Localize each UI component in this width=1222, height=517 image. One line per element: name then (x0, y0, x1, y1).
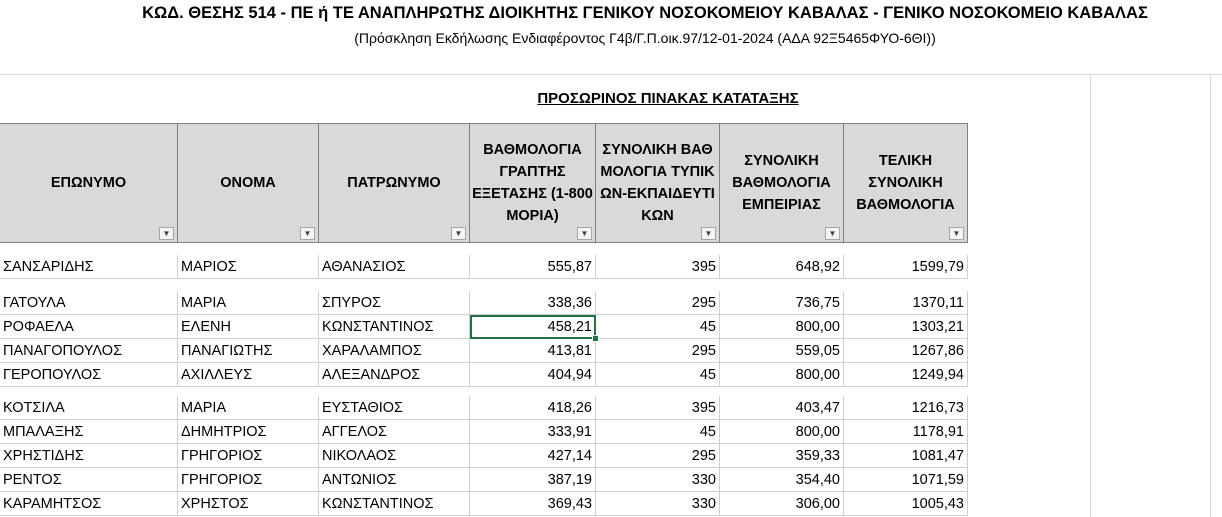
column-header-qualifications[interactable] (596, 124, 720, 242)
experience-cell[interactable]: 559,05 (720, 339, 844, 363)
filter-dropdown-icon[interactable]: ▼ (949, 227, 964, 240)
table-row (0, 396, 968, 420)
column-header-label: ΠΑΤΡΩΝΥΜΟ (347, 175, 441, 191)
sheet-gridline (1090, 74, 1091, 517)
fathers-name-cell[interactable]: ΣΠΥΡΟΣ (319, 291, 470, 315)
column-header-experience[interactable] (720, 124, 844, 242)
name-cell[interactable]: ΜΑΡΙΟΣ (178, 255, 319, 279)
fathers-name-cell[interactable]: ΑΝΤΩΝΙΟΣ (319, 468, 470, 492)
fathers-name-cell[interactable]: ΝΙΚΟΛΑΟΣ (319, 444, 470, 468)
fathers-name-cell[interactable]: ΕΥΣΤΑΘΙΟΣ (319, 396, 470, 420)
selected-cell[interactable]: 458,21 (470, 315, 596, 339)
fathers-name-cell[interactable]: ΑΛΕΞΑΝΔΡΟΣ (319, 363, 470, 387)
experience-cell[interactable]: 800,00 (720, 315, 844, 339)
written-exam-cell[interactable]: 418,26 (470, 396, 596, 420)
table-row (0, 492, 968, 516)
name-cell[interactable]: ΜΑΡΙΑ (178, 396, 319, 420)
name-cell[interactable]: ΠΑΝΑΓΙΩΤΗΣ (178, 339, 319, 363)
filter-dropdown-icon[interactable]: ▼ (825, 227, 840, 240)
fathers-name-cell[interactable]: ΑΘΑΝΑΣΙΟΣ (319, 255, 470, 279)
filter-dropdown-icon[interactable]: ▼ (451, 227, 466, 240)
name-cell[interactable]: ΕΛΕΝΗ (178, 315, 319, 339)
fathers-name-cell[interactable]: ΚΩΝΣΤΑΝΤΙΝΟΣ (319, 492, 470, 516)
sheet-gridline (1210, 74, 1211, 517)
filter-dropdown-icon[interactable]: ▼ (159, 227, 174, 240)
surname-cell[interactable]: ΜΠΑΛΑΞΗΣ (0, 420, 178, 444)
written-exam-cell[interactable]: 413,81 (470, 339, 596, 363)
document-subtitle: (Πρόσκληση Εκδήλωσης Ενδιαφέροντος Γ4β/Γ.Π.οικ.97/12-01-2024 (ΑΔΑ 92Ξ5465ΦΥΟ-6ΘΙ)) (354, 30, 936, 46)
surname-cell[interactable]: ΚΟΤΣΙΛΑ (0, 396, 178, 420)
qualifications-cell[interactable]: 295 (596, 444, 720, 468)
column-header-label: ΣΥΝΟΛΙΚΗ ΒΑΘΜΟΛΟΓΙΑ ΤΥΠΙΚΩΝ-ΕΚΠΑΙΔΕΥΤΙΚΩΝ (600, 142, 715, 224)
experience-cell[interactable]: 800,00 (720, 363, 844, 387)
final-score-cell[interactable]: 1303,21 (844, 315, 968, 339)
table-row (0, 339, 968, 363)
qualifications-cell[interactable]: 295 (596, 339, 720, 363)
final-score-cell[interactable]: 1267,86 (844, 339, 968, 363)
fathers-name-cell[interactable]: ΚΩΝΣΤΑΝΤΙΝΟΣ (319, 315, 470, 339)
table-row (0, 315, 968, 339)
qualifications-cell[interactable]: 395 (596, 396, 720, 420)
final-score-cell[interactable]: 1370,11 (844, 291, 968, 315)
fill-handle[interactable] (592, 335, 599, 342)
qualifications-cell[interactable]: 45 (596, 363, 720, 387)
fathers-name-cell[interactable]: ΧΑΡΑΛΑΜΠΟΣ (319, 339, 470, 363)
column-header-written-exam[interactable] (470, 124, 596, 242)
experience-cell[interactable]: 403,47 (720, 396, 844, 420)
surname-cell[interactable]: ΡΕΝΤΟΣ (0, 468, 178, 492)
column-header-label: ΤΕΛΙΚΗ ΣΥΝΟΛΙΚΗ ΒΑΘΜΟΛΟΓΙΑ (856, 153, 955, 213)
written-exam-cell[interactable]: 404,94 (470, 363, 596, 387)
name-cell[interactable]: ΓΡΗΓΟΡΙΟΣ (178, 444, 319, 468)
written-exam-cell[interactable]: 338,36 (470, 291, 596, 315)
surname-cell[interactable]: ΓΕΡΟΠΟΥΛΟΣ (0, 363, 178, 387)
column-header-label: ΣΥΝΟΛΙΚΗ ΒΑΘΜΟΛΟΓΙΑ ΕΜΠΕΙΡΙΑΣ (732, 153, 831, 213)
experience-cell[interactable]: 354,40 (720, 468, 844, 492)
table-row (0, 468, 968, 492)
table-row (0, 255, 968, 279)
surname-cell[interactable]: ΣΑΝΣΑΡΙΔΗΣ (0, 255, 178, 279)
final-score-cell[interactable]: 1071,59 (844, 468, 968, 492)
name-cell[interactable]: ΧΡΗΣΤΟΣ (178, 492, 319, 516)
filter-dropdown-icon[interactable]: ▼ (300, 227, 315, 240)
document-title: ΚΩΔ. ΘΕΣΗΣ 514 - ΠΕ ή ΤΕ ΑΝΑΠΛΗΡΩΤΗΣ ΔΙΟΙΚΗΤΗΣ ΓΕΝΙΚΟΥ ΝΟΣΟΚΟΜΕΙΟΥ ΚΑΒΑΛΑΣ - ΓΕΝΙΚΟ ΝΟΣΟΚΟΜΕΙΟ ΚΑΒΑΛΑΣ (142, 4, 1148, 22)
qualifications-cell[interactable]: 395 (596, 255, 720, 279)
experience-cell[interactable]: 306,00 (720, 492, 844, 516)
surname-cell[interactable]: ΡΟΦΑΕΛΑ (0, 315, 178, 339)
final-score-cell[interactable]: 1081,47 (844, 444, 968, 468)
surname-cell[interactable]: ΚΑΡΑΜΗΤΣΟΣ (0, 492, 178, 516)
qualifications-cell[interactable]: 45 (596, 420, 720, 444)
written-exam-cell[interactable]: 369,43 (470, 492, 596, 516)
table-row (0, 363, 968, 387)
table-row (0, 291, 968, 315)
written-exam-cell[interactable]: 555,87 (470, 255, 596, 279)
qualifications-cell[interactable]: 295 (596, 291, 720, 315)
written-exam-cell[interactable]: 427,14 (470, 444, 596, 468)
surname-cell[interactable]: ΧΡΗΣΤΙΔΗΣ (0, 444, 178, 468)
sheet-gridline (0, 74, 1222, 75)
table-title: ΠΡΟΣΩΡΙΝΟΣ ΠΙΝΑΚΑΣ ΚΑΤΑΤΑΞΗΣ (537, 90, 799, 107)
experience-cell[interactable]: 800,00 (720, 420, 844, 444)
experience-cell[interactable]: 648,92 (720, 255, 844, 279)
filter-dropdown-icon[interactable]: ▼ (701, 227, 716, 240)
column-header-label: ΒΑΘΜΟΛΟΓΙΑ ΓΡΑΠΤΗΣ ΕΞΕΤΑΣΗΣ (1-800 ΜΟΡΙΑ) (472, 142, 593, 224)
surname-cell[interactable]: ΠΑΝΑΓΟΠΟΥΛΟΣ (0, 339, 178, 363)
filter-dropdown-icon[interactable]: ▼ (577, 227, 592, 240)
final-score-cell[interactable]: 1178,91 (844, 420, 968, 444)
name-cell[interactable]: ΔΗΜΗΤΡΙΟΣ (178, 420, 319, 444)
name-cell[interactable]: ΜΑΡΙΑ (178, 291, 319, 315)
final-score-cell[interactable]: 1249,94 (844, 363, 968, 387)
experience-cell[interactable]: 359,33 (720, 444, 844, 468)
column-header-final-score[interactable] (844, 124, 968, 242)
column-header-fathers-name[interactable] (319, 124, 470, 242)
qualifications-cell[interactable]: 330 (596, 492, 720, 516)
column-header-label: ΟΝΟΜΑ (220, 175, 276, 191)
qualifications-cell[interactable]: 330 (596, 468, 720, 492)
surname-cell[interactable]: ΓΑΤΟΥΛΑ (0, 291, 178, 315)
column-header-name[interactable] (178, 124, 319, 242)
experience-cell[interactable]: 736,75 (720, 291, 844, 315)
final-score-cell[interactable]: 1216,73 (844, 396, 968, 420)
column-header-label: ΕΠΩΝΥΜΟ (50, 175, 127, 191)
name-cell[interactable]: ΑΧΙΛΛΕΥΣ (178, 363, 319, 387)
name-cell[interactable]: ΓΡΗΓΟΡΙΟΣ (178, 468, 319, 492)
written-exam-cell[interactable]: 333,91 (470, 420, 596, 444)
final-score-cell[interactable]: 1005,43 (844, 492, 968, 516)
fathers-name-cell[interactable]: ΑΓΓΕΛΟΣ (319, 420, 470, 444)
table-row (0, 420, 968, 444)
column-header-surname[interactable] (0, 124, 178, 242)
table-row (0, 444, 968, 468)
written-exam-cell[interactable]: 387,19 (470, 468, 596, 492)
qualifications-cell[interactable]: 45 (596, 315, 720, 339)
final-score-cell[interactable]: 1599,79 (844, 255, 968, 279)
table-header-row (0, 123, 968, 243)
